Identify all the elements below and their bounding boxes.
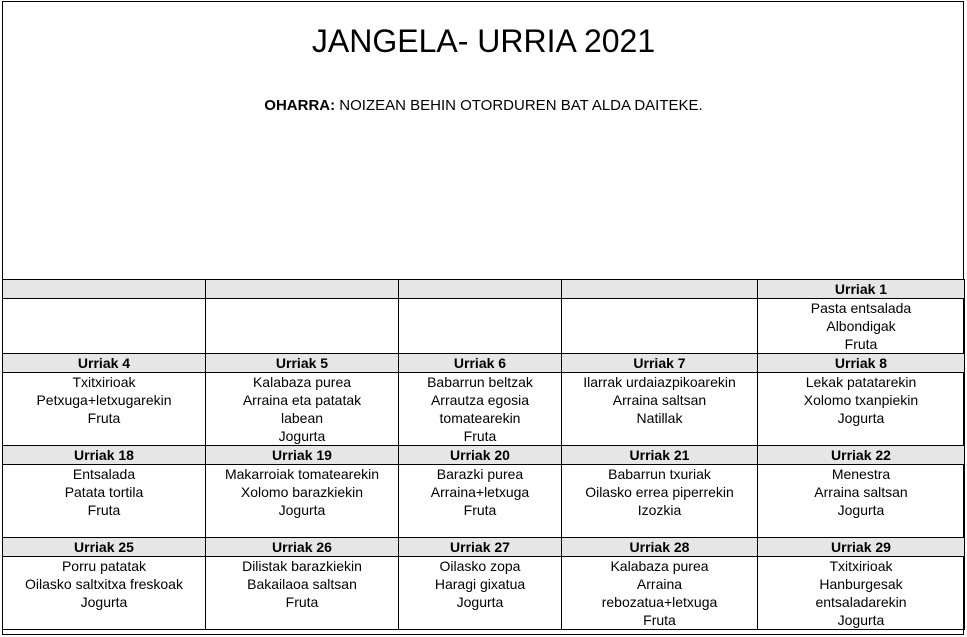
menu-item: Oilasko zopa <box>439 558 521 574</box>
day-date <box>206 280 399 299</box>
day-menu <box>3 465 206 538</box>
menu-item: Fruta <box>643 612 676 628</box>
note <box>0 97 967 115</box>
day-menu <box>758 557 965 630</box>
day-menu <box>399 465 562 538</box>
day-menu <box>399 557 562 630</box>
meal-row <box>3 373 965 446</box>
menu-item: Arraina saltsan <box>612 392 707 408</box>
menu-item: Fruta <box>463 428 497 444</box>
note-text: NOIZEAN BEHIN OTORDUREN BAT ALDA DAITEKE. <box>335 97 703 114</box>
menu-item: Jogurta <box>456 594 504 610</box>
menu-item: Fruta <box>844 336 878 352</box>
menu-item: Hanburgesak <box>819 576 903 592</box>
date-row <box>3 538 965 557</box>
menu-item: Xolomo barazkiekin <box>240 484 364 500</box>
date-row <box>3 446 965 465</box>
menu-item: Petxuga+letxugarekin <box>36 392 172 408</box>
menu-item: Babarrun txuriak <box>608 466 711 482</box>
day-date: Urriak 19 <box>206 446 399 465</box>
day-date: Urriak 8 <box>758 354 965 373</box>
meal-row <box>3 557 965 630</box>
day-menu <box>562 557 758 630</box>
day-date: Urriak 28 <box>562 538 758 557</box>
day-menu <box>206 373 399 446</box>
menu-table <box>2 279 965 630</box>
day-menu <box>562 465 758 538</box>
meal-row <box>3 465 965 538</box>
day-date: Urriak 21 <box>562 446 758 465</box>
day-date: Urriak 5 <box>206 354 399 373</box>
menu-item: entsaladarekin <box>815 594 907 610</box>
menu-item: Albondigak <box>826 318 896 334</box>
day-date: Urriak 26 <box>206 538 399 557</box>
menu-item: Arrautza egosia <box>430 392 530 408</box>
day-menu <box>206 465 399 538</box>
note-label: OHARRA: <box>264 97 336 114</box>
day-date: Urriak 6 <box>399 354 562 373</box>
day-date: Urriak 18 <box>3 446 206 465</box>
day-menu <box>399 373 562 446</box>
day-date: Urriak 27 <box>399 538 562 557</box>
day-date: Urriak 29 <box>758 538 965 557</box>
menu-item: Oilasko saltxitxa freskoak <box>25 576 183 592</box>
page-title: JANGELA- URRIA 2021 <box>311 23 656 59</box>
day-date <box>399 280 562 299</box>
menu-item: Babarrun beltzak <box>427 374 533 390</box>
menu-item: Oilasko errea piperrekin <box>585 484 734 500</box>
menu-item: Xolomo txanpiekin <box>803 392 919 408</box>
menu-item: Txitxirioak <box>829 558 893 574</box>
menu-item: Patata tortila <box>64 484 144 500</box>
menu-item: Entsalada <box>72 466 136 482</box>
day-menu <box>562 299 758 354</box>
menu-item: labean <box>280 410 324 426</box>
meal-row <box>3 299 965 354</box>
menu-item: Bakailaoa saltsan <box>247 576 357 592</box>
menu-item: Jogurta <box>278 428 326 444</box>
menu-item: Makarroiak tomatearekin <box>224 466 380 482</box>
day-menu <box>758 465 965 538</box>
menu-item: Arraina+letxuga <box>430 484 530 500</box>
day-date: Urriak 1 <box>758 280 965 299</box>
menu-item: Lekak patatarekin <box>805 374 917 390</box>
menu-item: Jogurta <box>837 410 885 426</box>
day-date: Urriak 25 <box>3 538 206 557</box>
menu-item: Jogurta <box>837 502 885 518</box>
menu-item: Arraina <box>636 576 683 592</box>
menu-item: Kalabaza purea <box>252 374 352 390</box>
day-date <box>562 280 758 299</box>
day-menu <box>206 557 399 630</box>
menu-item: Izozkia <box>637 502 682 518</box>
menu-item: Natillak <box>636 410 683 426</box>
day-menu <box>758 373 965 446</box>
menu-item: Haragi gixatua <box>434 576 526 592</box>
menu-item: Fruta <box>87 502 121 518</box>
date-row <box>3 354 965 373</box>
day-menu <box>3 299 206 354</box>
day-date: Urriak 7 <box>562 354 758 373</box>
menu-item: Fruta <box>285 594 319 610</box>
day-date: Urriak 4 <box>3 354 206 373</box>
menu-item: Jogurta <box>278 502 326 518</box>
menu-item: Arraina saltsan <box>814 484 908 500</box>
date-row <box>3 280 965 299</box>
menu-item: Txitxirioak <box>72 374 136 390</box>
menu-item: Porru patatak <box>61 558 147 574</box>
day-date <box>3 280 206 299</box>
menu-item: Ilarrak urdaiazpikoarekin <box>583 374 736 390</box>
menu-item: Kalabaza purea <box>610 558 709 574</box>
day-date: Urriak 22 <box>758 446 965 465</box>
menu-item: Fruta <box>463 502 497 518</box>
menu-item: Arraina eta patatak <box>242 392 362 408</box>
menu-item: Fruta <box>87 410 121 426</box>
menu-item: rebozatua+letxuga <box>601 594 718 610</box>
day-menu <box>3 373 206 446</box>
day-date: Urriak 20 <box>399 446 562 465</box>
menu-item: tomatearekin <box>439 410 521 426</box>
day-menu <box>758 299 965 354</box>
menu-item: Barazki purea <box>436 466 524 482</box>
menu-item: Jogurta <box>80 594 128 610</box>
day-menu <box>3 557 206 630</box>
day-menu <box>399 299 562 354</box>
menu-item: Menestra <box>831 466 891 482</box>
day-menu <box>206 299 399 354</box>
day-menu <box>562 373 758 446</box>
menu-item: Dilistak barazkiekin <box>242 558 362 574</box>
menu-item: Pasta entsalada <box>810 300 912 316</box>
menu-item: Jogurta <box>837 612 885 628</box>
